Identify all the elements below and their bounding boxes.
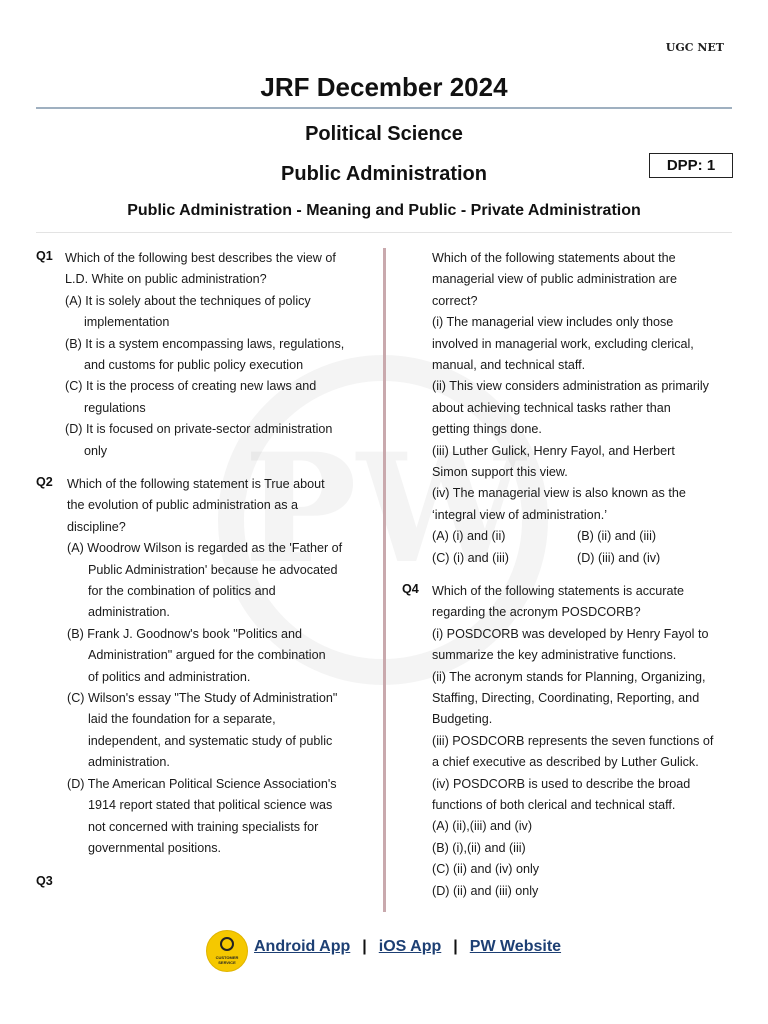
logo-caption: CUSTOMER SERVICE — [215, 955, 239, 965]
statement-line: functions of both clerical and technical staff. — [432, 798, 676, 813]
option-c: (C) It is the process of creating new laws and regulations — [65, 379, 317, 415]
question-number: Q2 — [36, 475, 53, 489]
exam-tag: UGC NET — [665, 41, 724, 54]
option-c: (C) Wilson's essay "The Study of Administration" laid the foundation for a separate, independent, and systematic study of public administration. — [67, 691, 338, 770]
statement-line: ‘integral view of administration.’ — [432, 507, 607, 522]
statement-line: (iv) The managerial view is also known as the — [432, 486, 686, 501]
question-1 — [65, 248, 377, 462]
question-text-line: regarding the acronym POSDCORB? — [432, 605, 641, 620]
headset-icon — [220, 937, 234, 951]
footer-links — [254, 938, 561, 956]
statement-line: Simon support this view. — [432, 465, 568, 480]
android-app-link[interactable]: Android App — [254, 938, 351, 955]
ios-app-link[interactable]: iOS App — [378, 938, 442, 955]
question-text-line: the evolution of public administration as a — [67, 498, 299, 513]
question-number: Q1 — [36, 249, 53, 263]
link-separator: | — [453, 938, 458, 955]
question-text-line: managerial view of public administration are — [432, 272, 678, 287]
question-4 — [432, 581, 732, 902]
statement-line: getting things done. — [432, 422, 542, 437]
option-d: (D) (ii) and (iii) only — [432, 883, 539, 898]
question-number: Q3 — [36, 874, 53, 888]
statement-line: (ii) The acronym stands for Planning, Organizing, — [432, 669, 706, 684]
statement-line: Staffing, Directing, Coordinating, Reporting, and — [432, 691, 700, 706]
option-b: (B) It is a system encompassing laws, regulations, and customs for public policy execution — [65, 336, 345, 373]
statement-line: summarize the key administrative functions. — [432, 648, 677, 663]
column-divider — [383, 248, 386, 912]
option-a: (A) (i) and (ii) — [432, 529, 506, 544]
question-text-line: L.D. White on public administration? — [65, 272, 267, 287]
question-text-line: Which of the following best describes the view of — [65, 251, 336, 265]
header-rule — [36, 232, 732, 233]
option-c: (C) (ii) and (iv) only — [432, 862, 540, 877]
question-number: Q4 — [402, 582, 419, 596]
option-d: (D) (iii) and (iv) — [577, 550, 661, 565]
customer-service-icon — [206, 930, 248, 972]
option-b: (B) Frank J. Goodnow's book "Politics and Administration" argued for the combination of politics and administration. — [67, 626, 326, 684]
option-b: (B) (i),(ii) and (iii) — [432, 840, 526, 855]
question-text-line: discipline? — [67, 519, 126, 534]
statement-line: involved in managerial work, excluding clerical, — [432, 336, 694, 351]
topic-heading: Public Administration - Meaning and Public - Private Administration — [127, 202, 641, 219]
statement-line: manual, and technical staff. — [432, 358, 586, 373]
question-text-line: Which of the following statements is accurate — [432, 584, 684, 598]
option-b: (B) (ii) and (iii) — [577, 529, 657, 544]
chapter-heading: Public Administration — [281, 163, 487, 185]
option-a: (A) It is solely about the techniques of policy implementation — [65, 293, 311, 330]
link-separator: | — [362, 938, 367, 955]
pw-website-link[interactable]: PW Website — [469, 938, 562, 955]
option-d: (D) The American Political Science Association's 1914 report stated that political science was not concerned with training specialists for governmental positions. — [67, 776, 337, 855]
option-a: (A) (ii),(iii) and (iv) — [432, 819, 533, 834]
option-d: (D) It is focused on private-sector administration only — [65, 422, 333, 458]
statement-line: (iii) POSDCORB represents the seven functions of — [432, 733, 714, 748]
options-row — [432, 548, 732, 569]
statement-line: a chief executive as described by Luther Gulick. — [432, 755, 699, 770]
statement-line: (iii) Luther Gulick, Henry Fayol, and Herbert — [432, 443, 675, 458]
statement-line: (i) The managerial view includes only those — [432, 315, 674, 330]
subject-heading: Political Science — [305, 123, 463, 145]
title-divider — [36, 107, 732, 109]
question-text-line: correct? — [432, 293, 478, 308]
option-a: (A) Woodrow Wilson is regarded as the 'Father of Public Administration' because he advocated for the combination of politics and administration. — [67, 541, 343, 620]
dpp-badge: DPP: 1 — [649, 153, 733, 178]
question-text-line: Which of the following statements about the — [432, 251, 676, 265]
question-text-line: Which of the following statement is True about — [67, 477, 325, 491]
statement-line: Budgeting. — [432, 712, 493, 727]
question-2 — [67, 474, 379, 859]
footer — [0, 928, 768, 972]
statement-line: (iv) POSDCORB is used to describe the broad — [432, 776, 691, 791]
statement-line: about achieving technical tasks rather than — [432, 400, 671, 415]
page-title: JRF December 2024 — [260, 72, 508, 102]
statement-line: (i) POSDCORB was developed by Henry Fayol to — [432, 626, 709, 641]
options-row — [432, 526, 732, 547]
statement-line: (ii) This view considers administration as primarily — [432, 379, 709, 394]
option-c: (C) (i) and (iii) — [432, 550, 509, 565]
question-3-continued — [432, 248, 732, 569]
